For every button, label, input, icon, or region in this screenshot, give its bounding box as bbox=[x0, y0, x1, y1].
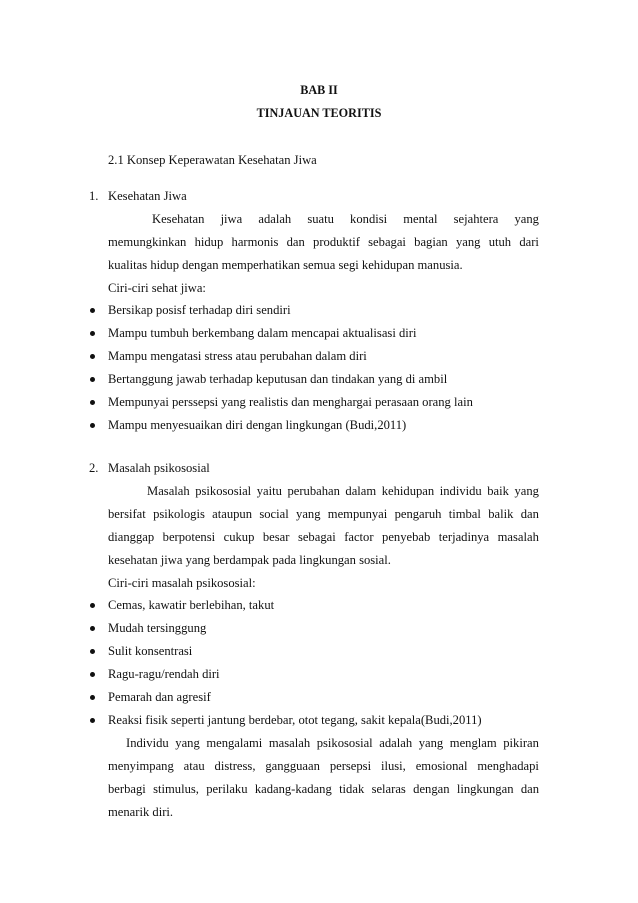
word: stimulus, bbox=[153, 782, 199, 796]
word: adalah bbox=[258, 212, 292, 226]
word: dengan bbox=[413, 782, 450, 796]
bullet-icon bbox=[90, 603, 95, 608]
word: berbagi bbox=[108, 782, 146, 796]
bullet-icon bbox=[90, 718, 95, 723]
word: cukup bbox=[223, 530, 255, 544]
section2-bullet-2: Mudah tersinggung bbox=[108, 621, 207, 635]
word: Individu bbox=[126, 736, 169, 750]
section1-bullet-6: Mampu menyesuaikan diri dengan lingkungan (Budi,2011) bbox=[108, 418, 407, 432]
section1-paragraph-line-2 bbox=[108, 234, 539, 250]
word: timbal bbox=[448, 507, 481, 521]
section1-number: 1. bbox=[89, 189, 99, 203]
word: individu bbox=[439, 484, 482, 498]
word: yang bbox=[514, 484, 539, 498]
word: yang bbox=[418, 736, 444, 750]
word: lingkungan bbox=[456, 782, 514, 796]
section2-paragraph-line-2 bbox=[108, 506, 539, 522]
word: emosional bbox=[415, 759, 468, 773]
word: gangguaan bbox=[265, 759, 320, 773]
word: dan bbox=[286, 235, 305, 249]
section2-title: Masalah psikososial bbox=[108, 461, 210, 475]
word: baik bbox=[487, 484, 509, 498]
word: Kesehatan bbox=[152, 212, 205, 226]
word: menyimpang bbox=[108, 759, 174, 773]
word: produktif bbox=[313, 235, 360, 249]
word: ilusi, bbox=[380, 759, 406, 773]
bullet-icon bbox=[90, 354, 95, 359]
section2-bullet-6: Reaksi fisik seperti jantung berdebar, otot tegang, sakit kepala(Budi,2011) bbox=[108, 713, 482, 727]
section2-closing-line-1 bbox=[126, 735, 539, 751]
section1-paragraph-line-1 bbox=[152, 211, 539, 227]
word: yaitu bbox=[256, 484, 282, 498]
word: social bbox=[259, 507, 289, 521]
word: factor bbox=[344, 530, 374, 544]
section1-bullet-3: Mampu mengatasi stress atau perubahan dalam diri bbox=[108, 349, 367, 363]
section2-number: 2. bbox=[89, 461, 99, 475]
word: dan bbox=[520, 507, 539, 521]
chapter-label: BAB II bbox=[300, 83, 338, 97]
subsection-heading: 2.1 Konsep Keperawatan Kesehatan Jiwa bbox=[108, 153, 317, 167]
word: ataupun bbox=[212, 507, 253, 521]
section2-bullet-3: Sulit konsentrasi bbox=[108, 644, 193, 658]
word: yang bbox=[175, 736, 200, 750]
word: sejahtera bbox=[453, 212, 499, 226]
section2-closing-line-3 bbox=[108, 781, 539, 797]
bullet-icon bbox=[90, 695, 95, 700]
word: menglam bbox=[449, 736, 497, 750]
bullet-icon bbox=[90, 672, 95, 677]
word: dari bbox=[519, 235, 539, 249]
word: masalah bbox=[497, 530, 539, 544]
section1-bullet-1: Bersikap posisf terhadap diri sendiri bbox=[108, 303, 291, 317]
word: selaras bbox=[371, 782, 406, 796]
word: persepsi bbox=[329, 759, 372, 773]
word: atau bbox=[183, 759, 205, 773]
word: besar bbox=[262, 530, 290, 544]
word: terjadinya bbox=[438, 530, 490, 544]
word: berpotensi bbox=[162, 530, 216, 544]
word: perubahan bbox=[287, 484, 340, 498]
section2-bullet-5: Pemarah dan agresif bbox=[108, 690, 211, 704]
word: pengaruh bbox=[394, 507, 442, 521]
word: distress, bbox=[214, 759, 256, 773]
word: yang bbox=[296, 507, 321, 521]
bullet-icon bbox=[90, 308, 95, 313]
word: perilaku bbox=[206, 782, 248, 796]
section2-closing-line-2 bbox=[108, 758, 539, 774]
section1-bullet-4: Bertanggung jawab terhadap keputusan dan tindakan yang di ambil bbox=[108, 372, 448, 386]
word: tidak bbox=[339, 782, 365, 796]
section2-paragraph-line-3 bbox=[108, 529, 539, 545]
word: mental bbox=[403, 212, 438, 226]
section1-bullet-2: Mampu tumbuh berkembang dalam mencapai aktualisasi diri bbox=[108, 326, 417, 340]
word: pikiran bbox=[503, 736, 539, 750]
word: yang bbox=[455, 235, 481, 249]
section2-bullet-4: Ragu-ragu/rendah diri bbox=[108, 667, 220, 681]
word: mengalami bbox=[206, 736, 263, 750]
word: masalah bbox=[268, 736, 311, 750]
word: menghadapi bbox=[477, 759, 539, 773]
word: hidup bbox=[194, 235, 224, 249]
section2-paragraph-line-4: kesehatan jiwa yang berdampak pada lingkungan sosial. bbox=[108, 553, 391, 567]
word: mempunyai bbox=[327, 507, 388, 521]
section2-paragraph-line-1 bbox=[147, 483, 539, 499]
word: jiwa bbox=[220, 212, 243, 226]
bullet-icon bbox=[90, 377, 95, 382]
section1-title: Kesehatan Jiwa bbox=[108, 189, 187, 203]
word: bagian bbox=[414, 235, 448, 249]
section2-closing-line-4: menarik diri. bbox=[108, 805, 174, 819]
word: dan bbox=[520, 782, 539, 796]
word: dalam bbox=[345, 484, 377, 498]
word: kadang-kadang bbox=[254, 782, 332, 796]
word: balik bbox=[488, 507, 514, 521]
bullet-icon bbox=[90, 400, 95, 405]
bullet-icon bbox=[90, 626, 95, 631]
bullet-icon bbox=[90, 331, 95, 336]
chapter-title: TINJAUAN TEORITIS bbox=[256, 106, 382, 120]
section1-bullet-5: Mempunyai perssepsi yang realistis dan menghargai perasaan orang lain bbox=[108, 395, 473, 409]
section2-list-intro: Ciri-ciri masalah psikososial: bbox=[108, 576, 256, 590]
section2-bullet-1: Cemas, kawatir berlebihan, takut bbox=[108, 598, 275, 612]
word: bersifat bbox=[108, 507, 146, 521]
word: dianggap bbox=[108, 530, 155, 544]
word: psikososial bbox=[195, 484, 252, 498]
word: psikososial bbox=[316, 736, 373, 750]
bullet-icon bbox=[90, 649, 95, 654]
word: utuh bbox=[488, 235, 512, 249]
word: sebagai bbox=[368, 235, 406, 249]
word: adalah bbox=[379, 736, 413, 750]
word: yang bbox=[514, 212, 539, 226]
word: suatu bbox=[307, 212, 334, 226]
word: harmonis bbox=[231, 235, 279, 249]
word: psikologis bbox=[153, 507, 205, 521]
word: memungkinkan bbox=[108, 235, 187, 249]
section1-list-intro: Ciri-ciri sehat jiwa: bbox=[108, 281, 206, 295]
word: penyebab bbox=[382, 530, 431, 544]
word: kondisi bbox=[350, 212, 388, 226]
word: Masalah bbox=[147, 484, 190, 498]
bullet-icon bbox=[90, 423, 95, 428]
word: kehidupan bbox=[381, 484, 435, 498]
section1-paragraph-line-3: kualitas hidup dengan memperhatikan semua segi kehidupan manusia. bbox=[108, 258, 463, 272]
word: sebagai bbox=[297, 530, 336, 544]
